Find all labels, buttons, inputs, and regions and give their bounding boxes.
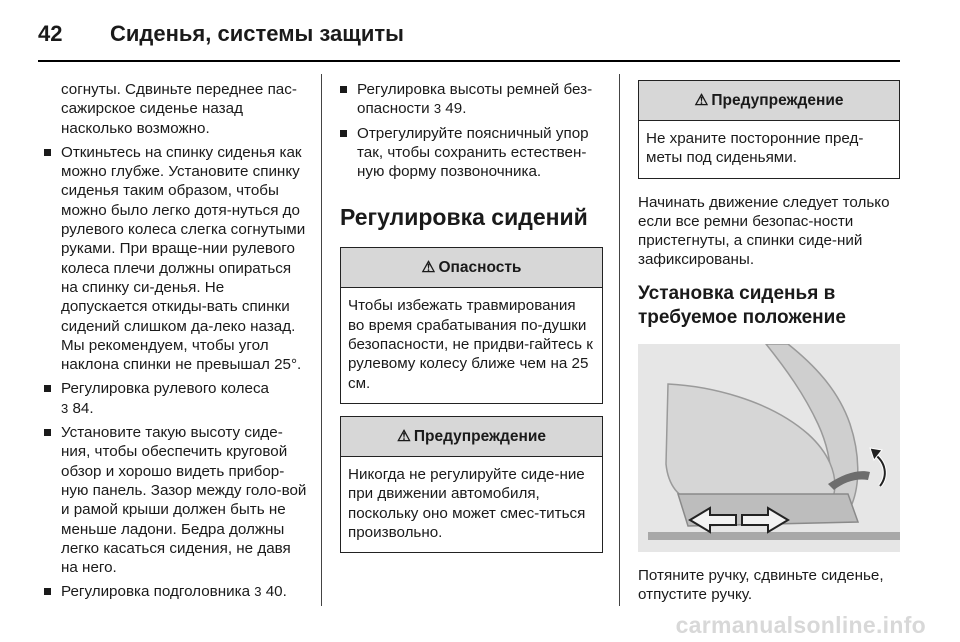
danger-title: Опасность — [438, 259, 522, 277]
warning-text: Никогда не регулируйте сиде-ние при движении автомобиля, поскольку оно может смес-титься произвольно. — [348, 465, 586, 541]
column-2 — [340, 80, 603, 565]
bullet-square-icon — [44, 149, 51, 156]
danger-box-header — [341, 248, 602, 288]
column-divider-2 — [619, 74, 620, 606]
list-item — [340, 80, 603, 119]
list-item — [340, 124, 603, 182]
bullet-square-icon — [44, 429, 51, 436]
bullet-square-icon — [44, 385, 51, 392]
warning-title: Предупреждение — [711, 91, 844, 109]
intro-paragraph: согнуты. Сдвиньте переднее пас-сажирское сиденье назад насколько возможно. — [61, 81, 297, 137]
bullet-square-icon — [340, 130, 347, 137]
column-1 — [44, 80, 308, 607]
warning-box-header — [639, 81, 899, 121]
page-ref-arrow-icon: 3 — [61, 400, 69, 416]
list-item — [44, 582, 308, 601]
figure-caption: Потяните ручку, сдвиньте сиденье, отпустите ручку. — [638, 566, 884, 604]
list-item-text: Регулировка рулевого колеса — [61, 380, 269, 398]
page-ref-link[interactable]: 84. — [72, 399, 94, 417]
warning-triangle-icon: ⚠ — [694, 91, 709, 109]
warning-box-header — [341, 417, 602, 457]
list-item-text: Регулировка высоты ремней без-опасности — [357, 81, 593, 118]
seat-adjustment-illustration — [638, 344, 900, 552]
list-item — [44, 423, 308, 577]
header-rule — [38, 60, 900, 62]
warning-triangle-icon: ⚠ — [397, 427, 411, 445]
column-divider-1 — [321, 74, 322, 606]
warning-box — [340, 416, 603, 553]
danger-box — [340, 247, 603, 403]
bullet-square-icon — [44, 588, 51, 595]
list-item-text: Откиньтесь на спинку сиденья как можно глубже. Установите спинку сиденья таким образом, чтобы можно было легко дотя-нуться до рулевого колеса слегка согнутыми руками. При враще-нии рулевого колеса плечи должны опираться на спинку си-денья. Не допускается откиды-вать спинки сидений слишком да-леко назад. Мы рекомендуем, чтобы угол наклона спинки не превышал 25°. — [61, 143, 306, 374]
warning-title: Предупреждение — [413, 427, 546, 445]
body-paragraph: Начинать движение следует только если все ремни безопас-ности пристегнуты, а спинки сиде-ний зафиксированы. — [638, 193, 890, 269]
bullet-square-icon — [340, 86, 347, 93]
list-item-text: Регулировка подголовника — [61, 583, 251, 601]
page-ref-arrow-icon: 3 — [433, 101, 442, 117]
seat-illustration-graphic — [638, 344, 900, 552]
danger-text: Чтобы избежать травмирования во время срабатывания по-душки безопасности, не придви-гайтесь к рулевому колесу ближе чем на 25 см. — [348, 297, 593, 392]
page-header — [38, 14, 404, 54]
list-item-text: Отрегулируйте поясничный упор так, чтобы сохранить естествен-ную форму позвоночника. — [357, 124, 589, 181]
list-item — [44, 379, 308, 418]
warning-box — [638, 80, 900, 179]
section-heading: Установка сиденья в требуемое положение — [638, 282, 846, 328]
warning-text: Не храните посторонние пред-меты под сиденьями. — [646, 130, 864, 167]
column-3 — [638, 80, 900, 609]
page-number: 42 — [38, 21, 63, 46]
warning-triangle-icon: ⚠ — [421, 259, 436, 277]
list-item — [44, 143, 308, 375]
list-item-text: Установите такую высоту сиде-ния, чтобы обеспечить круговой обзор и хорошо видеть прибор-ную панель. Зазор между голо-вой и рамой крыши должен быть не меньше ладони. Бедра должны легко касаться сидения, не давя на него. — [61, 424, 307, 577]
page-title: Сиденья, системы защиты — [110, 21, 404, 46]
page-ref-link[interactable]: 40. — [265, 583, 287, 601]
section-heading: Регулировка сидений — [340, 204, 588, 231]
page-ref-link[interactable]: 49. — [445, 100, 467, 118]
watermark: carmanualsonline.info — [675, 612, 926, 638]
page-ref-arrow-icon: 3 — [254, 584, 262, 600]
